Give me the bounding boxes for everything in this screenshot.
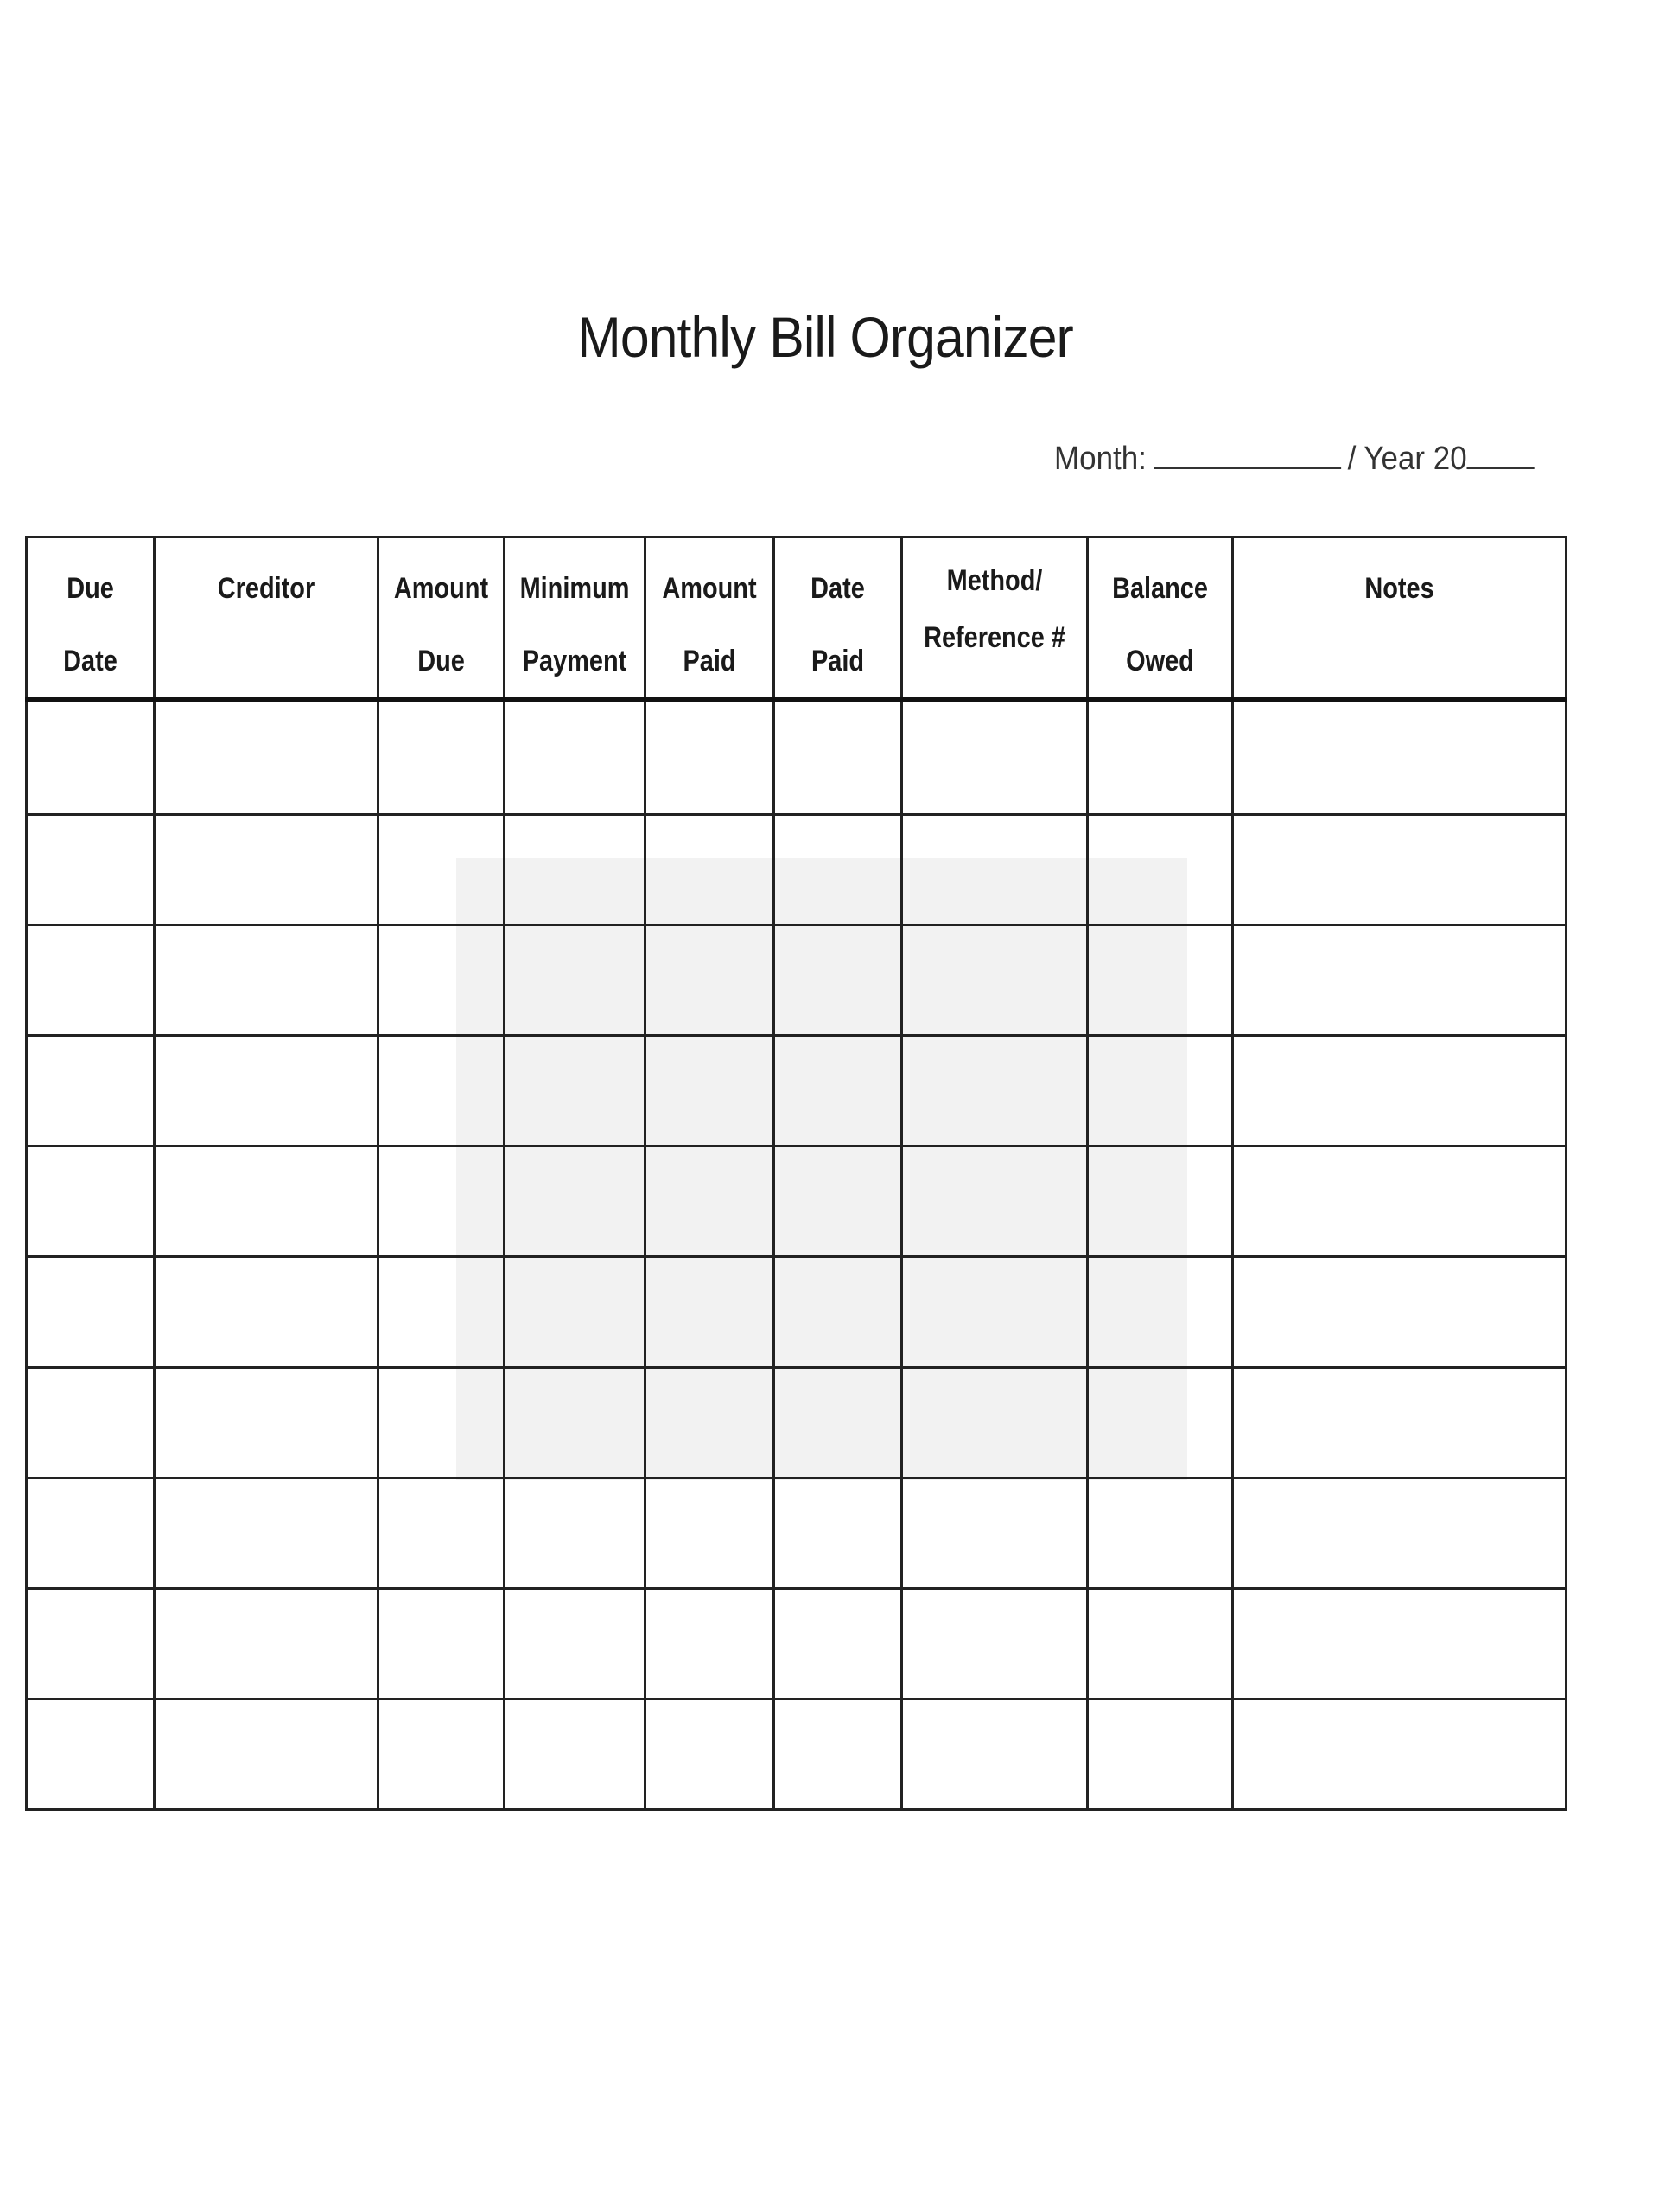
table-cell-date-paid[interactable] xyxy=(774,1478,902,1589)
table-cell-due-date[interactable] xyxy=(27,1589,155,1700)
table-cell-date-paid[interactable] xyxy=(774,925,902,1036)
column-header-label: Amount Due xyxy=(393,572,489,677)
column-header-label: Method/ Reference # xyxy=(924,564,1065,654)
table-cell-due-date[interactable] xyxy=(27,1257,155,1368)
table-row xyxy=(27,815,1567,925)
table-header-row xyxy=(27,537,1567,701)
month-year-line xyxy=(1054,436,1523,485)
table-cell-balance-owed[interactable] xyxy=(1088,1147,1233,1257)
table-cell-due-date[interactable] xyxy=(27,1478,155,1589)
table-cell-creditor[interactable] xyxy=(155,1368,378,1478)
table-row xyxy=(27,700,1567,815)
table-cell-amount-due[interactable] xyxy=(378,1257,505,1368)
table-cell-amount-paid[interactable] xyxy=(645,1589,774,1700)
table-cell-creditor[interactable] xyxy=(155,925,378,1036)
table-cell-amount-due[interactable] xyxy=(378,815,505,925)
table-cell-method-reference[interactable] xyxy=(902,700,1088,815)
table-cell-amount-paid[interactable] xyxy=(645,815,774,925)
table-cell-amount-paid[interactable] xyxy=(645,1700,774,1810)
table-cell-date-paid[interactable] xyxy=(774,1257,902,1368)
table-cell-balance-owed[interactable] xyxy=(1088,1257,1233,1368)
table-cell-balance-owed[interactable] xyxy=(1088,1036,1233,1147)
table-row xyxy=(27,1257,1567,1368)
table-cell-notes[interactable] xyxy=(1233,815,1567,925)
table-cell-amount-due[interactable] xyxy=(378,700,505,815)
table-cell-amount-due[interactable] xyxy=(378,1036,505,1147)
table-cell-due-date[interactable] xyxy=(27,1036,155,1147)
year-label: / Year 20 xyxy=(1347,441,1467,477)
table-row xyxy=(27,1589,1567,1700)
table-row xyxy=(27,925,1567,1036)
table-row xyxy=(27,1478,1567,1589)
table-cell-method-reference[interactable] xyxy=(902,1368,1088,1478)
table-cell-method-reference[interactable] xyxy=(902,1700,1088,1810)
table-cell-amount-paid[interactable] xyxy=(645,1257,774,1368)
table-cell-notes[interactable] xyxy=(1233,700,1567,815)
column-header xyxy=(378,537,505,701)
table-cell-due-date[interactable] xyxy=(27,1700,155,1810)
column-header xyxy=(1233,537,1567,701)
table-cell-notes[interactable] xyxy=(1233,1368,1567,1478)
table-cell-creditor[interactable] xyxy=(155,1147,378,1257)
table-row xyxy=(27,1368,1567,1478)
table-cell-minimum-payment[interactable] xyxy=(505,1257,645,1368)
table-cell-minimum-payment[interactable] xyxy=(505,700,645,815)
table-cell-minimum-payment[interactable] xyxy=(505,1147,645,1257)
table-cell-balance-owed[interactable] xyxy=(1088,1700,1233,1810)
table-cell-notes[interactable] xyxy=(1233,1147,1567,1257)
table-cell-amount-paid[interactable] xyxy=(645,1368,774,1478)
column-header-label: Notes xyxy=(1364,572,1434,605)
month-label: Month: xyxy=(1054,441,1147,477)
table-cell-balance-owed[interactable] xyxy=(1088,1368,1233,1478)
table-cell-minimum-payment[interactable] xyxy=(505,925,645,1036)
table-cell-amount-paid[interactable] xyxy=(645,1478,774,1589)
month-blank-field[interactable] xyxy=(1154,436,1341,469)
table-cell-creditor[interactable] xyxy=(155,1036,378,1147)
table-cell-balance-owed[interactable] xyxy=(1088,700,1233,815)
table-cell-date-paid[interactable] xyxy=(774,1368,902,1478)
table-cell-method-reference[interactable] xyxy=(902,925,1088,1036)
table-cell-method-reference[interactable] xyxy=(902,1589,1088,1700)
column-header-label: Balance Owed xyxy=(1112,572,1208,677)
table-cell-method-reference[interactable] xyxy=(902,1147,1088,1257)
table-row xyxy=(27,1147,1567,1257)
year-blank-field[interactable] xyxy=(1467,436,1535,469)
table-cell-notes[interactable] xyxy=(1233,1257,1567,1368)
table-cell-amount-due[interactable] xyxy=(378,925,505,1036)
table-cell-amount-paid[interactable] xyxy=(645,1036,774,1147)
table-cell-method-reference[interactable] xyxy=(902,815,1088,925)
table-cell-minimum-payment[interactable] xyxy=(505,1368,645,1478)
column-header-label: Due Date xyxy=(63,572,118,677)
table-cell-due-date[interactable] xyxy=(27,815,155,925)
table-cell-due-date[interactable] xyxy=(27,1368,155,1478)
table-cell-creditor[interactable] xyxy=(155,1257,378,1368)
column-header-label: Creditor xyxy=(217,572,315,605)
table-cell-date-paid[interactable] xyxy=(774,1036,902,1147)
page-title: Monthly Bill Organizer xyxy=(577,305,1073,369)
column-header xyxy=(902,537,1088,701)
table-cell-creditor[interactable] xyxy=(155,1478,378,1589)
table-cell-notes[interactable] xyxy=(1233,1478,1567,1589)
table-cell-balance-owed[interactable] xyxy=(1088,1589,1233,1700)
table-cell-amount-paid[interactable] xyxy=(645,700,774,815)
table-cell-creditor[interactable] xyxy=(155,700,378,815)
table-cell-minimum-payment[interactable] xyxy=(505,1589,645,1700)
column-header xyxy=(27,537,155,701)
column-header xyxy=(1088,537,1233,701)
table-cell-minimum-payment[interactable] xyxy=(505,1036,645,1147)
table-cell-notes[interactable] xyxy=(1233,1589,1567,1700)
table-cell-amount-due[interactable] xyxy=(378,1589,505,1700)
column-header xyxy=(774,537,902,701)
bill-table xyxy=(25,536,1567,1811)
table-cell-amount-due[interactable] xyxy=(378,1147,505,1257)
column-header xyxy=(645,537,774,701)
table-cell-balance-owed[interactable] xyxy=(1088,1478,1233,1589)
table-cell-date-paid[interactable] xyxy=(774,1700,902,1810)
table-cell-amount-due[interactable] xyxy=(378,1478,505,1589)
table-cell-date-paid[interactable] xyxy=(774,1147,902,1257)
table-cell-due-date[interactable] xyxy=(27,1147,155,1257)
column-header xyxy=(155,537,378,701)
column-header xyxy=(505,537,645,701)
table-cell-notes[interactable] xyxy=(1233,1036,1567,1147)
column-header-label: Date Paid xyxy=(810,572,865,677)
column-header-label: Minimum Payment xyxy=(519,572,630,677)
table-cell-creditor[interactable] xyxy=(155,1700,378,1810)
table-body xyxy=(27,700,1567,1810)
table-cell-creditor[interactable] xyxy=(155,1589,378,1700)
table-cell-balance-owed[interactable] xyxy=(1088,815,1233,925)
table-cell-creditor[interactable] xyxy=(155,815,378,925)
table-cell-notes[interactable] xyxy=(1233,1700,1567,1810)
table-row xyxy=(27,1700,1567,1810)
table-cell-due-date[interactable] xyxy=(27,700,155,815)
table-cell-amount-paid[interactable] xyxy=(645,925,774,1036)
table-cell-date-paid[interactable] xyxy=(774,700,902,815)
table-cell-method-reference[interactable] xyxy=(902,1478,1088,1589)
table-cell-date-paid[interactable] xyxy=(774,1589,902,1700)
table-cell-date-paid[interactable] xyxy=(774,815,902,925)
table-row xyxy=(27,1036,1567,1147)
column-header-label: Amount Paid xyxy=(662,572,757,677)
table-cell-amount-paid[interactable] xyxy=(645,1147,774,1257)
table-cell-due-date[interactable] xyxy=(27,925,155,1036)
table-cell-method-reference[interactable] xyxy=(902,1036,1088,1147)
table-cell-minimum-payment[interactable] xyxy=(505,1700,645,1810)
table-cell-method-reference[interactable] xyxy=(902,1257,1088,1368)
table-cell-minimum-payment[interactable] xyxy=(505,815,645,925)
table-cell-minimum-payment[interactable] xyxy=(505,1478,645,1589)
table-cell-balance-owed[interactable] xyxy=(1088,925,1233,1036)
table-cell-amount-due[interactable] xyxy=(378,1368,505,1478)
table-cell-notes[interactable] xyxy=(1233,925,1567,1036)
table-cell-amount-due[interactable] xyxy=(378,1700,505,1810)
